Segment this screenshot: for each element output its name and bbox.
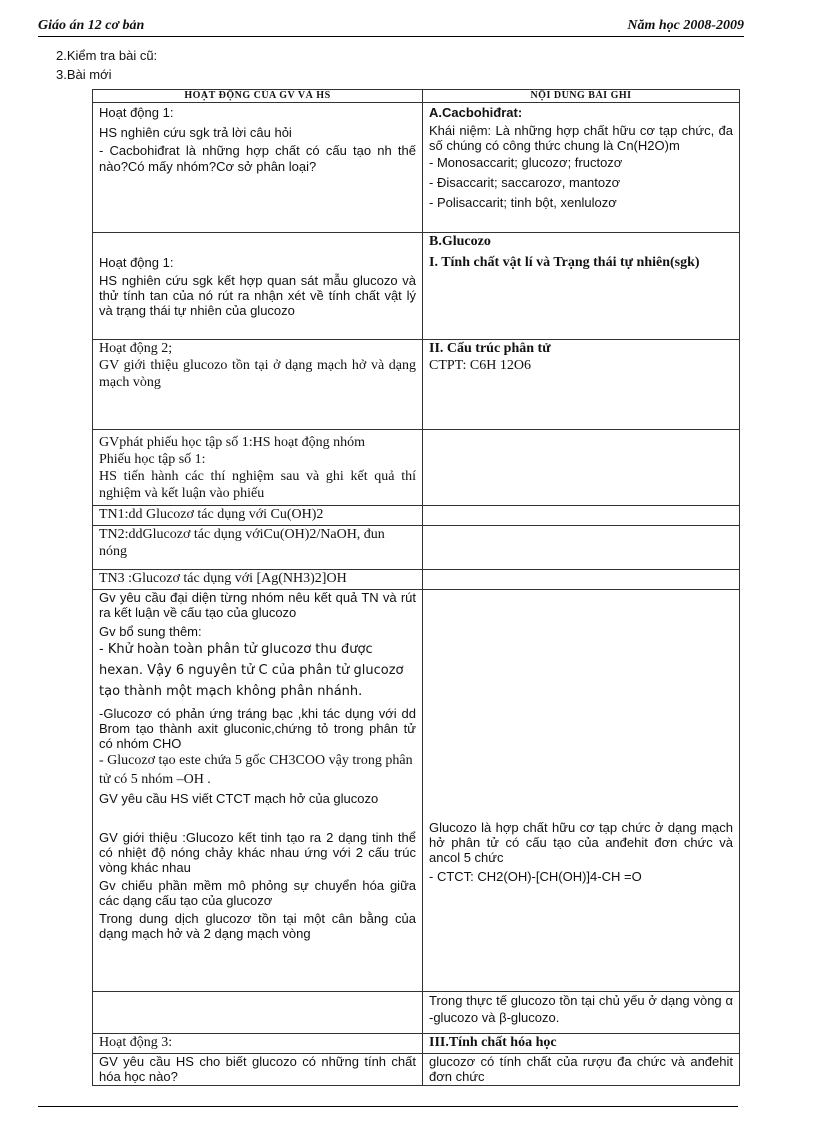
cell-text: Gv chiếu phần mềm mô phỏng sự chuyển hóa giữa các dạng cấu tạo của glucozơ [99,878,416,909]
formula-text: - CTCT: CH2(OH)-[CH(OH)]4-CH =O [429,869,642,885]
cell-text: - Glucozơ tạo este chứa 5 gốc CH3COO vậy trong phân tử có 5 nhóm –OH . [99,753,413,788]
lesson-table [92,89,740,1086]
section-heading: B.Glucozo [429,234,491,250]
table-row [93,570,740,590]
footer-rule [38,1106,738,1107]
table-row [93,992,740,1034]
table-header-row [93,90,740,103]
formula-text: CTPT: C6H 12O6 [429,358,531,374]
subsection-heading: II. Cấu trúc phân tử [429,341,551,357]
table-row [93,1054,740,1086]
cell-text: GV giới thiệu glucozo tồn tại ở dạng mạch hở và dạng mạch vòng [99,358,416,391]
table-row [93,340,740,430]
cell-text: HS tiến hành các thí nghiệm sau và ghi kết quả thí nghiệm và kết luận vào phiếu [99,469,416,502]
header-left: Giáo án 12 cơ bản [38,18,145,33]
cell-text: Gv bổ sung thêm: [99,624,202,640]
header-content: NỘI DUNG BÀI GHI [423,90,740,103]
header-activities: HOẠT ĐỘNG CỦA GV VÀ HS [93,90,423,103]
table-row [93,430,740,506]
cell-text: Hoạt động 1: [99,105,174,121]
table-row [93,233,740,340]
section-review: 2.Kiểm tra bài cũ: [56,48,158,63]
table-row [93,1034,740,1054]
page-header [38,16,744,37]
cell-text: Hoạt động 2; [99,341,173,357]
cell-text: GV yêu cầu HS cho biết glucozo có những tính chất hóa học nào? [93,1054,423,1086]
cell-text: Phiếu học tập số 1: [99,452,206,468]
subsection-heading: I. Tính chất vật lí và Trạng thái tự nhiên(sgk) [429,255,700,271]
cell-text: - Cacbohiđrat là những hợp chất có cấu tạo nh thế nào?Có mấy nhóm?Cơ sở phân loại? [99,143,416,175]
cell-text: Trong dung dịch glucozơ tồn tại một cân bằng của dạng mạch hở và 2 dạng mạch vòng [99,911,416,942]
cell-text: GV yêu cầu HS viết CTCT mạch hở của glucozo [99,791,379,807]
table-row [93,506,740,526]
list-item: - Monosaccarit; glucozơ; fructozơ [429,155,623,171]
cell-text: Trong thực tế glucozo tồn tại chủ yếu ở dạng vòng α -glucozo và β-glucozo. [423,992,740,1034]
cell-text: glucozơ có tính chất của rượu đa chức và anđehit đơn chức [423,1054,740,1086]
section-heading: A.Cacbohiđrat: [429,105,523,121]
cell-text: HS nghiên cứu sgk trả lời câu hỏi [99,125,292,141]
cell-text: TN3 :Glucozơ tác dụng với [Ag(NH3)2]OH [93,570,423,590]
table-row [93,103,740,233]
cell-text: TN1:dd Glucozơ tác dụng với Cu(OH)2 [93,506,423,526]
header-right: Năm học 2008-2009 [627,18,744,33]
list-item: - Đisaccarit; saccarozơ, mantozơ [429,175,621,191]
cell-text: - Khử hoàn toàn phân tử glucozơ thu được hexan. Vậy 6 nguyên tử C của phân tử glucozơ tạo thành một mạch không phân nhánh. [99,642,404,700]
cell-text: -Glucozơ có phản ứng tráng bạc ,khi tác dụng với dd Brom tạo thành axit gluconic,chứng tỏ trong phân tử có nhóm CHO [99,706,416,752]
cell-text: Hoạt động 3: [93,1034,423,1054]
cell-text: GV giới thiệu :Glucozo kết tinh tạo ra 2 dạng tinh thể có nhiệt độ nóng chảy khác nhau ứng với 2 cấu trúc vòng khác nhau [99,830,416,876]
section-new-lesson: 3.Bài mới [56,67,112,82]
cell-text: GVphát phiếu học tập số 1:HS hoạt động nhóm [99,435,365,451]
table-row [93,590,740,992]
list-item: - Polisaccarit; tinh bột, xenlulozơ [429,195,617,211]
table-row [93,526,740,570]
cell-text: Gv yêu cầu đại diện từng nhóm nêu kết quả TN và rút ra kết luận về cấu tạo của glucozo [99,590,416,621]
cell-text: HS nghiên cứu sgk kết hợp quan sát mẫu glucozo và thử tính tan của nó rút ra nhận xét về tính chất vật lý và trạng thái tự nhiên của glucozo [99,273,416,319]
subsection-heading: III.Tính chất hóa học [423,1034,740,1054]
cell-text: Glucozo là hợp chất hữu cơ tạp chức ở dạng mạch hở phân tử có cấu tạo của anđehit đơn chức và ancol 5 chức [429,820,733,866]
cell-text: Hoạt động 1: [99,255,174,271]
cell-text: TN2:ddGlucozơ tác dụng vớiCu(OH)2/NaOH, đun nóng [93,526,423,570]
definition-text: Khái niệm: Là những hợp chất hữu cơ tạp chức, đa số chúng có công thức chung là Cn(H2O)m [429,123,733,154]
